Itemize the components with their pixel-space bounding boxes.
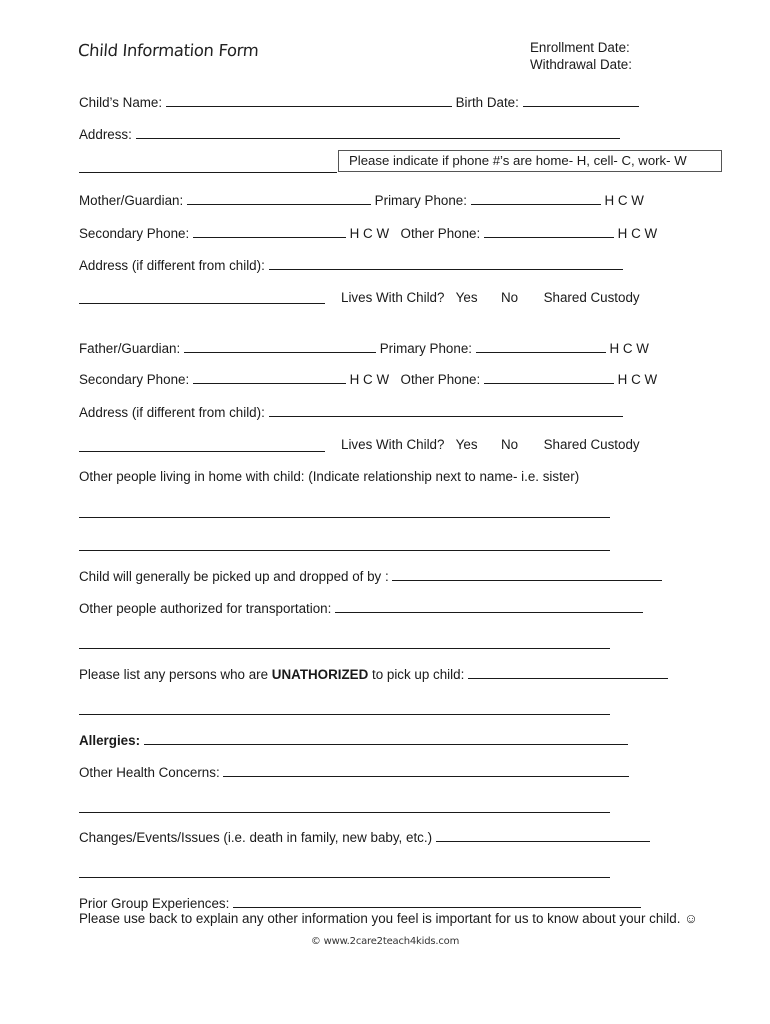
father-secondary-hcw: H C W <box>349 372 390 387</box>
mother-name-field[interactable] <box>187 192 371 205</box>
authorized-field[interactable] <box>335 600 643 613</box>
father-secondary-phone-label: Secondary Phone: <box>79 372 190 387</box>
father-yes-option[interactable]: Yes <box>455 437 478 452</box>
address-row <box>79 126 620 143</box>
prior-label: Prior Group Experiences: <box>79 896 230 911</box>
father-name-field[interactable] <box>184 340 376 353</box>
unauthorized-row <box>79 666 668 683</box>
father-lives-with-row <box>341 437 640 453</box>
other-people-label: Other people living in home with child: (Indicate relationship next to name- i.e. sister) <box>79 469 580 484</box>
father-address-label: Address (if different from child): <box>79 405 265 420</box>
childs-name-row <box>79 94 639 111</box>
father-no-option[interactable]: No <box>501 437 519 452</box>
mother-no-option[interactable]: No <box>501 290 519 305</box>
father-lives-with-label: Lives With Child? <box>341 437 445 452</box>
changes-label: Changes/Events/Issues (i.e. death in family, new baby, etc.) <box>79 830 433 845</box>
unauthorized-suffix: to pick up child: <box>372 667 465 682</box>
prior-row <box>79 895 641 912</box>
address-field[interactable] <box>136 126 620 139</box>
phone-notice: Please indicate if phone #’s are home- H, cell- C, work- W <box>338 150 722 172</box>
father-address-line-2[interactable] <box>79 451 325 452</box>
unauthorized-line-2[interactable] <box>79 714 610 715</box>
date-block <box>530 39 632 73</box>
mother-lives-with-row <box>341 290 640 306</box>
father-other-phone-field[interactable] <box>484 371 614 384</box>
father-row <box>79 340 649 357</box>
form-title: Child Information Form <box>77 41 260 60</box>
changes-row <box>79 829 650 846</box>
unauthorized-bold: UNATHORIZED <box>271 667 369 682</box>
authorized-row <box>79 600 643 617</box>
unauthorized-prefix: Please list any persons who are <box>79 667 269 682</box>
mother-primary-phone-label: Primary Phone: <box>374 193 467 208</box>
mother-address-row <box>79 257 623 274</box>
father-other-phone-label: Other Phone: <box>400 372 481 387</box>
mother-other-phone-field[interactable] <box>484 225 614 238</box>
mother-other-phone-label: Other Phone: <box>400 226 481 241</box>
health-row <box>79 764 629 781</box>
other-people-line-1[interactable] <box>79 517 610 518</box>
authorized-label: Other people authorized for transportation: <box>79 601 332 616</box>
mother-label: Mother/Guardian: <box>79 193 184 208</box>
birth-date-label: Birth Date: <box>455 95 519 110</box>
allergies-row <box>79 732 628 749</box>
mother-lives-with-label: Lives With Child? <box>341 290 445 305</box>
mother-yes-option[interactable]: Yes <box>455 290 478 305</box>
health-field[interactable] <box>223 764 629 777</box>
health-label: Other Health Concerns: <box>79 765 220 780</box>
footer-copyright: © www.2care2teach4kids.com <box>310 936 460 947</box>
father-address-row <box>79 404 623 421</box>
mother-primary-phone-field[interactable] <box>471 192 601 205</box>
prior-field[interactable] <box>233 895 641 908</box>
mother-secondary-hcw: H C W <box>349 226 390 241</box>
mother-address-label: Address (if different from child): <box>79 258 265 273</box>
mother-other-hcw: H C W <box>617 226 658 241</box>
father-address-field[interactable] <box>269 404 623 417</box>
father-label: Father/Guardian: <box>79 341 181 356</box>
mother-address-field[interactable] <box>269 257 623 270</box>
address-line-2[interactable] <box>79 172 337 173</box>
mother-shared-custody-option[interactable]: Shared Custody <box>543 290 640 305</box>
father-primary-hcw: H C W <box>609 341 649 356</box>
mother-row <box>79 192 644 209</box>
birth-date-field[interactable] <box>523 94 639 107</box>
changes-line-2[interactable] <box>79 877 610 878</box>
picked-up-label: Child will generally be picked up and dropped of by : <box>79 569 389 584</box>
mother-secondary-row <box>79 225 657 242</box>
allergies-label: Allergies: <box>79 733 141 748</box>
father-secondary-row <box>79 371 657 388</box>
changes-field[interactable] <box>436 829 650 842</box>
father-shared-custody-option[interactable]: Shared Custody <box>543 437 640 452</box>
childs-name-field[interactable] <box>166 94 452 107</box>
back-note: Please use back to explain any other information you feel is important for us to know about your child. ☺ <box>79 911 698 926</box>
mother-primary-hcw: H C W <box>604 193 644 208</box>
father-primary-phone-field[interactable] <box>476 340 606 353</box>
other-people-line-2[interactable] <box>79 550 610 551</box>
father-other-hcw: H C W <box>617 372 658 387</box>
childs-name-label: Child’s Name: <box>79 95 163 110</box>
health-line-2[interactable] <box>79 812 610 813</box>
mother-secondary-phone-label: Secondary Phone: <box>79 226 190 241</box>
address-label: Address: <box>79 127 132 142</box>
unauthorized-field[interactable] <box>468 666 668 679</box>
mother-address-line-2[interactable] <box>79 303 325 304</box>
withdrawal-date-label: Withdrawal Date: <box>530 57 632 72</box>
picked-up-field[interactable] <box>392 568 662 581</box>
enrollment-date-label: Enrollment Date: <box>530 40 630 55</box>
mother-secondary-phone-field[interactable] <box>193 225 346 238</box>
father-secondary-phone-field[interactable] <box>193 371 346 384</box>
authorized-line-2[interactable] <box>79 648 610 649</box>
allergies-field[interactable] <box>144 732 628 745</box>
picked-up-row <box>79 568 662 585</box>
father-primary-phone-label: Primary Phone: <box>379 341 472 356</box>
